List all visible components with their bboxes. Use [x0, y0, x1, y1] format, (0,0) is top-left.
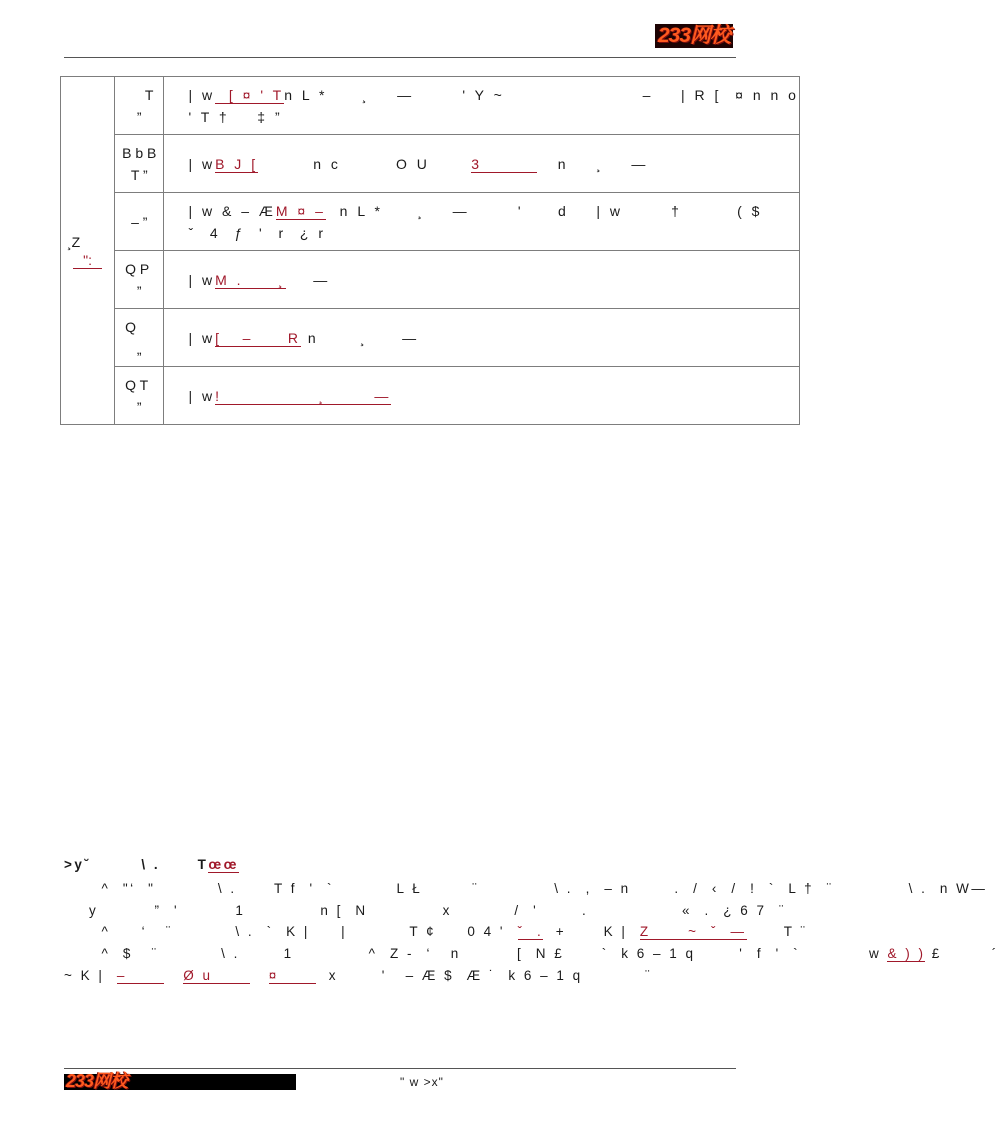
table-row-content: | wM . ¸ — [164, 251, 800, 309]
table-row-label: Q „ [115, 309, 164, 367]
table-row-label: – ” [115, 193, 164, 251]
table-row-label: T ” [115, 77, 164, 135]
paragraph-line: ^ $ ¨ \ . 1 ^ Z - ‘ n [ N £ ` k 6 – 1 q ' f ' ` w & ) ) £ ´ [64, 946, 999, 961]
header-divider [64, 57, 736, 58]
table-row-content: | w [ ¤ ' Tn L * ¸ — ' Y ~ – | R [ ¤ n n o ' T † ‡ ” [164, 77, 800, 135]
table-row-label: Q P ” [115, 251, 164, 309]
table-row-content: | w & – ÆM ¤ – n L * ¸ — ' d | w † ( $ ˇ 4 ƒ ' r ¿ r [164, 193, 800, 251]
group-cell [61, 77, 115, 425]
paragraph-line: y ” ' 1 n [ N x / ' . « . ¿ 6 7 ¨ [64, 903, 787, 918]
group-label-1: ¸Z [67, 233, 81, 250]
paragraph-line: ^ ‘ ¨ \ . ` K | | T ¢ 0 4 ' ˇ . + K | Z ~ ˇ — T ¨ [64, 924, 808, 939]
table-row-content: | w[ – R n ¸ — [164, 309, 800, 367]
table-row-content: | w! ¸ — [164, 367, 800, 425]
paragraph-line: ~ K | – Ø u ¤ x ' – Æ $ Æ ˙ k 6 – 1 q ¨ [64, 968, 653, 983]
footer-divider [64, 1068, 736, 1069]
section-heading: >y˘ \ . Tœœ [64, 857, 239, 872]
paragraph-line: ^ "‘ " \ . T f ' ` L Ł ¨ \ . , – n . / ‹ / ! ` L † ¨ \ . n W— [64, 881, 988, 896]
site-logo: 233网校 [655, 24, 733, 48]
table-row-label: Q T ” [115, 367, 164, 425]
footer-logo: 233网校 [66, 1071, 128, 1091]
group-label-2: ": [61, 252, 114, 268]
table-row-label: B b B T ” [115, 135, 164, 193]
table-row-content: | wB J [ n c O U 3 n ¸ — [164, 135, 800, 193]
content-table [60, 76, 800, 425]
footer-text: " w >x" [400, 1075, 444, 1089]
